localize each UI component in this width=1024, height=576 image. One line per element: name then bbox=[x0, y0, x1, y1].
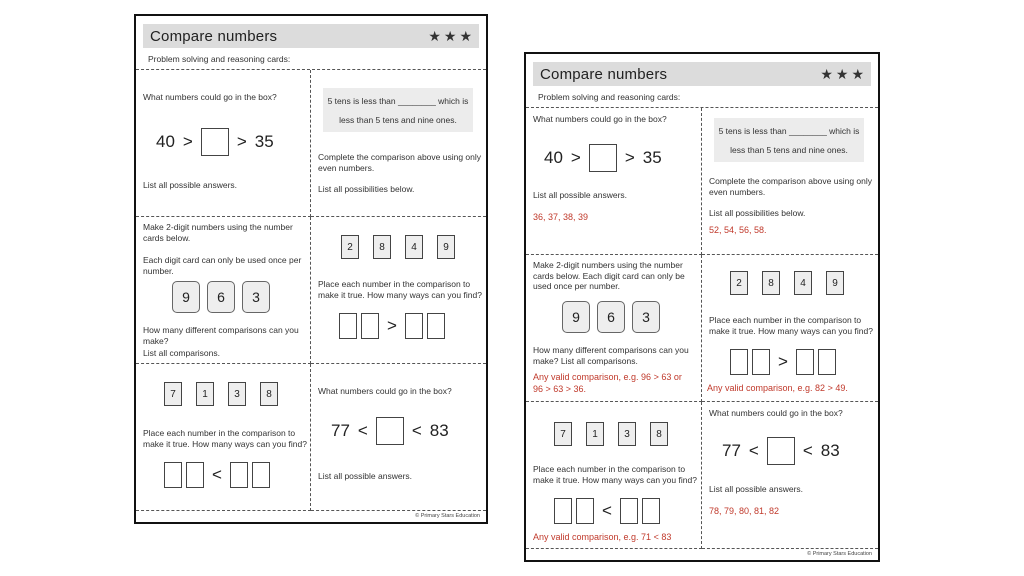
q2-statement-line2: less than 5 tens and nine ones. bbox=[730, 144, 848, 155]
digit-slot bbox=[752, 349, 770, 375]
digit-card: 2 bbox=[730, 271, 748, 295]
q4-digit-cards bbox=[341, 235, 455, 259]
digit-card: 9 bbox=[172, 281, 200, 313]
digit-slot bbox=[642, 498, 660, 524]
digit-card: 1 bbox=[196, 382, 214, 406]
q2-statement-line1: 5 tens is less than ________ which is bbox=[718, 125, 860, 136]
q1-answer: 36, 37, 38, 39 bbox=[533, 212, 589, 222]
less-than-sign: < bbox=[357, 421, 368, 440]
q2-statement-box bbox=[714, 118, 864, 162]
worksheet-title: Compare numbers bbox=[540, 65, 668, 83]
q6-comparison bbox=[331, 417, 449, 445]
digit-card: 6 bbox=[597, 301, 625, 333]
q6-answer: 78, 79, 80, 81, 82 bbox=[709, 506, 780, 516]
q3-digit-cards bbox=[172, 281, 270, 313]
q4-digit-cards bbox=[730, 271, 844, 295]
digit-card: 4 bbox=[405, 235, 423, 259]
digit-card: 6 bbox=[207, 281, 235, 313]
card-q2 bbox=[702, 108, 878, 255]
q6-left-number: 77 bbox=[331, 421, 350, 440]
digit-slot bbox=[361, 313, 379, 339]
q2-statement-line1: 5 tens is less than ________ which is bbox=[327, 95, 469, 106]
q6-left-number: 77 bbox=[722, 441, 741, 460]
digit-card: 8 bbox=[650, 422, 668, 446]
q6-list-text: List all possible answers. bbox=[709, 484, 804, 494]
digit-card: 1 bbox=[586, 422, 604, 446]
digit-card: 3 bbox=[632, 301, 660, 333]
card-q3 bbox=[526, 255, 702, 402]
star-icon: ★ bbox=[820, 66, 833, 82]
q1-comparison bbox=[156, 128, 274, 156]
question-sheet bbox=[134, 14, 488, 524]
card-grid bbox=[136, 70, 486, 511]
title-bar bbox=[143, 24, 479, 48]
card-q1 bbox=[136, 70, 311, 217]
q5-answer: Any valid comparison, e.g. 71 < 83 bbox=[533, 532, 672, 542]
digit-slot bbox=[796, 349, 814, 375]
q6-list-text: List all possible answers. bbox=[318, 471, 413, 481]
less-than-sign: < bbox=[411, 421, 422, 440]
q2-statement-box bbox=[323, 88, 473, 132]
answer-box bbox=[589, 144, 617, 172]
digit-card: 9 bbox=[562, 301, 590, 333]
q2-statement-line2: less than 5 tens and nine ones. bbox=[339, 114, 457, 125]
less-than-sign: < bbox=[802, 441, 813, 460]
q5-prompt: Place each number in the comparison to make it true. How many ways can you find? bbox=[143, 428, 307, 449]
q4-prompt: Place each number in the comparison to make it true. How many ways can you find? bbox=[318, 279, 482, 300]
q6-prompt: What numbers could go in the box? bbox=[709, 408, 843, 418]
answer-box bbox=[201, 128, 229, 156]
q5-prompt: Place each number in the comparison to make it true. How many ways can you find? bbox=[533, 464, 697, 485]
digit-card: 4 bbox=[794, 271, 812, 295]
q5-comparison bbox=[554, 498, 660, 524]
digit-card: 2 bbox=[341, 235, 359, 259]
q1-right-number: 35 bbox=[254, 132, 274, 151]
q6-comparison bbox=[722, 437, 840, 465]
card-q2 bbox=[311, 70, 486, 217]
difficulty-stars bbox=[820, 67, 864, 81]
card-q6 bbox=[702, 402, 878, 549]
copyright-footer: © Primary Stars Education bbox=[415, 513, 480, 519]
star-icon: ★ bbox=[851, 66, 864, 82]
digit-card: 7 bbox=[164, 382, 182, 406]
q3-question: How many different comparisons can you make? List all comparisons. bbox=[533, 345, 689, 366]
digit-card: 9 bbox=[437, 235, 455, 259]
q4-answer: Any valid comparison, e.g. 82 > 49. bbox=[707, 383, 848, 393]
q1-list-text: List all possible answers. bbox=[533, 190, 628, 200]
q3-list-text: List all comparisons. bbox=[143, 348, 221, 358]
q1-list-text: List all possible answers. bbox=[143, 180, 238, 190]
q5-digit-cards bbox=[164, 382, 278, 406]
greater-than-sign: > bbox=[387, 316, 397, 335]
q6-right-number: 83 bbox=[820, 441, 840, 460]
worksheet-subtitle: Problem solving and reasoning cards: bbox=[538, 92, 681, 102]
card-q5 bbox=[136, 364, 311, 511]
digit-slot bbox=[620, 498, 638, 524]
q1-left-number: 40 bbox=[544, 148, 563, 167]
q2-instruction: Complete the comparison above using only even numbers. bbox=[318, 152, 482, 173]
star-icon: ★ bbox=[428, 28, 441, 44]
digit-slot bbox=[818, 349, 836, 375]
answer-box bbox=[767, 437, 795, 465]
digit-card: 3 bbox=[228, 382, 246, 406]
q1-comparison bbox=[544, 144, 662, 172]
greater-than-sign: > bbox=[236, 132, 247, 151]
digit-card: 3 bbox=[618, 422, 636, 446]
card-q4 bbox=[311, 217, 486, 364]
digit-card: 7 bbox=[554, 422, 572, 446]
greater-than-sign: > bbox=[182, 132, 193, 151]
greater-than-sign: > bbox=[570, 148, 581, 167]
q5-comparison bbox=[164, 462, 270, 488]
digit-card: 8 bbox=[373, 235, 391, 259]
greater-than-sign: > bbox=[624, 148, 635, 167]
digit-slot bbox=[186, 462, 204, 488]
star-icon: ★ bbox=[459, 28, 472, 44]
q3-answer: Any valid comparison, e.g. 96 > 63 or 96 > 63 > 36. bbox=[533, 372, 682, 394]
q1-prompt: What numbers could go in the box? bbox=[143, 92, 277, 102]
title-bar bbox=[533, 62, 871, 86]
q1-left-number: 40 bbox=[156, 132, 175, 151]
digit-slot bbox=[730, 349, 748, 375]
answer-box bbox=[376, 417, 404, 445]
card-q1 bbox=[526, 108, 702, 255]
digit-slot bbox=[554, 498, 572, 524]
digit-card: 9 bbox=[826, 271, 844, 295]
q1-right-number: 35 bbox=[642, 148, 662, 167]
digit-card: 3 bbox=[242, 281, 270, 313]
q2-answer: 52, 54, 56, 58. bbox=[709, 225, 767, 235]
q3-digit-cards bbox=[562, 301, 660, 333]
answer-sheet bbox=[524, 52, 880, 562]
q3-text: Make 2-digit numbers using the number cards below. bbox=[143, 222, 293, 243]
digit-slot bbox=[339, 313, 357, 339]
q2-list-text: List all possibilities below. bbox=[318, 184, 415, 194]
q3-text: Make 2-digit numbers using the number cards below. Each digit card can only be used once per number. bbox=[533, 260, 685, 292]
digit-card: 8 bbox=[260, 382, 278, 406]
q5-digit-cards bbox=[554, 422, 668, 446]
digit-slot bbox=[252, 462, 270, 488]
q3-text-rule: Each digit card can only be used once per number. bbox=[143, 255, 302, 276]
q6-right-number: 83 bbox=[429, 421, 449, 440]
worksheet-subtitle: Problem solving and reasoning cards: bbox=[148, 54, 291, 64]
digit-slot bbox=[427, 313, 445, 339]
card-q6 bbox=[311, 364, 486, 511]
card-q5 bbox=[526, 402, 702, 549]
q4-prompt: Place each number in the comparison to make it true. How many ways can you find? bbox=[709, 315, 873, 336]
card-q3 bbox=[136, 217, 311, 364]
digit-slot bbox=[576, 498, 594, 524]
q4-comparison bbox=[730, 349, 836, 375]
q2-instruction: Complete the comparison above using only even numbers. bbox=[709, 176, 873, 197]
q4-comparison bbox=[339, 313, 445, 339]
q2-list-text: List all possibilities below. bbox=[709, 208, 806, 218]
q6-prompt: What numbers could go in the box? bbox=[318, 386, 452, 396]
digit-slot bbox=[405, 313, 423, 339]
card-grid bbox=[526, 108, 878, 549]
less-than-sign: < bbox=[602, 501, 612, 520]
difficulty-stars bbox=[428, 29, 472, 43]
card-q4 bbox=[702, 255, 878, 402]
worksheet-title: Compare numbers bbox=[150, 27, 278, 45]
star-icon: ★ bbox=[443, 28, 457, 44]
less-than-sign: < bbox=[748, 441, 759, 460]
q3-question: How many different comparisons can you make? bbox=[143, 325, 299, 346]
q1-prompt: What numbers could go in the box? bbox=[533, 114, 667, 124]
greater-than-sign: > bbox=[778, 352, 788, 371]
digit-slot bbox=[230, 462, 248, 488]
star-icon: ★ bbox=[835, 66, 849, 82]
less-than-sign: < bbox=[212, 465, 222, 484]
digit-slot bbox=[164, 462, 182, 488]
copyright-footer: © Primary Stars Education bbox=[807, 551, 872, 557]
digit-card: 8 bbox=[762, 271, 780, 295]
